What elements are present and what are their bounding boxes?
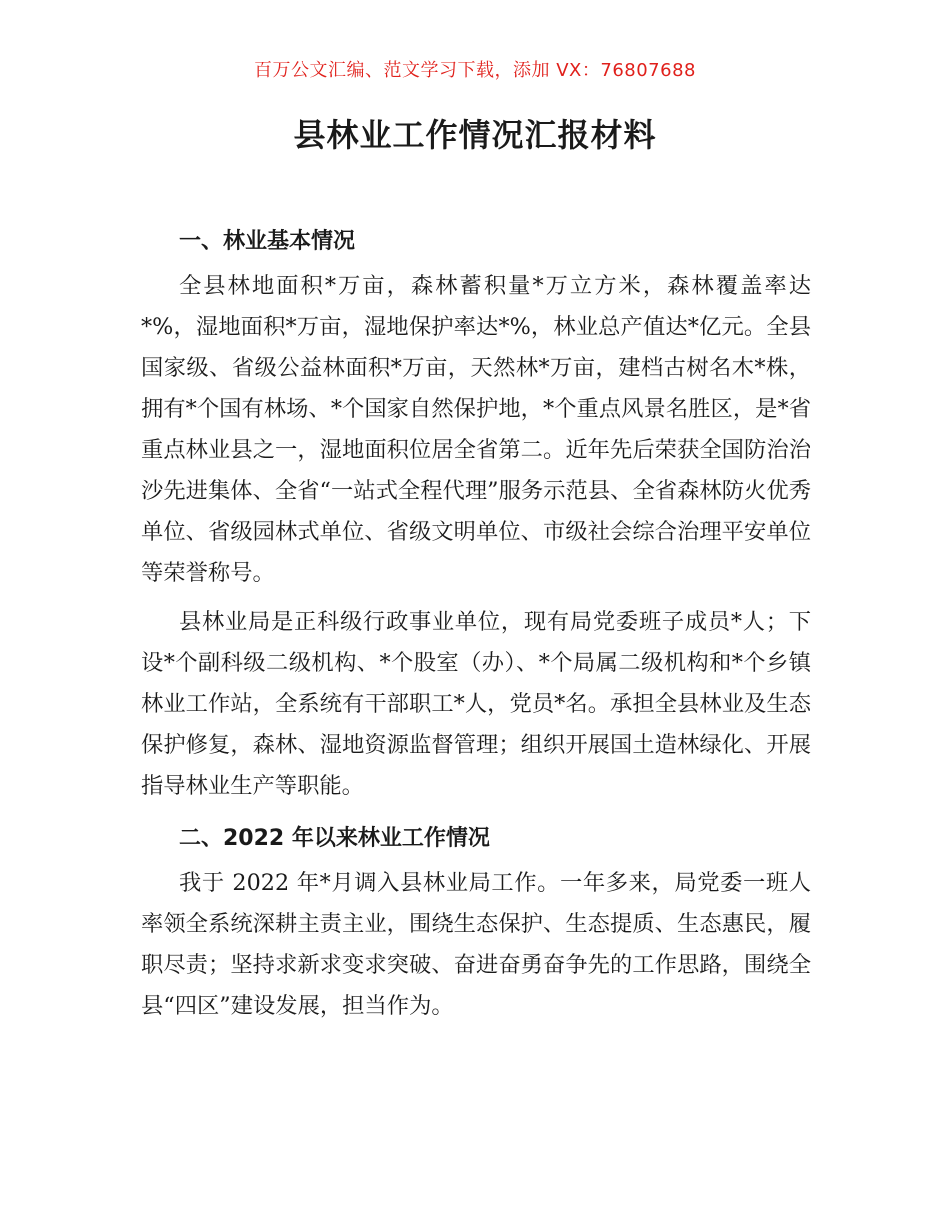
section-heading-work-since-2022: 二、2022 年以来林业工作情况 [179, 826, 490, 851]
document-body [141, 218, 811, 1027]
section-heading-basic-situation: 一、林业基本情况 [179, 229, 356, 254]
paragraph-work-summary: 我于 2022 年*月调入县林业局工作。一年多来，局党委一班人率领全系统深耕主责主业，围绕生态保护、生态提质、生态惠民，履职尽责；坚持求新求变求突破、奋进奋勇奋争先的工作思路，围绕全县“四区”建设发展，担当作为。 [141, 870, 811, 1019]
paragraph-forestry-overview: 全县林地面积*万亩，森林蓄积量*万立方米，森林覆盖率达*%，湿地面积*万亩，湿地保护率达*%，林业总产值达*亿元。全县国家级、省级公益林面积*万亩，天然林*万亩，建档古树名木*株，拥有*个国有林场、*个国家自然保护地，*个重点风景名胜区，是*省重点林业县之一，湿地面积位居全省第二。近年先后荣获全国防治治沙先进集体、全省“一站式全程代理”服务示范县、全省森林防火优秀单位、省级园林式单位、省级文明单位、市级社会综合治理平安单位等荣誉称号。 [141, 273, 811, 586]
paragraph-bureau-organization: 县林业局是正科级行政事业单位，现有局党委班子成员*人；下设*个副科级二级机构、*个股室（办）、*个局属二级机构和*个乡镇林业工作站，全系统有干部职工*人，党员*名。承担全县林业及生态保护修复，森林、湿地资源监督管理；组织开展国土造林绿化、开展指导林业生产等职能。 [141, 609, 811, 799]
watermark-banner: 百万公文汇编、范文学习下载，添加 VX：76807688 [254, 60, 696, 81]
document-title: 县林业工作情况汇报材料 [293, 116, 657, 154]
